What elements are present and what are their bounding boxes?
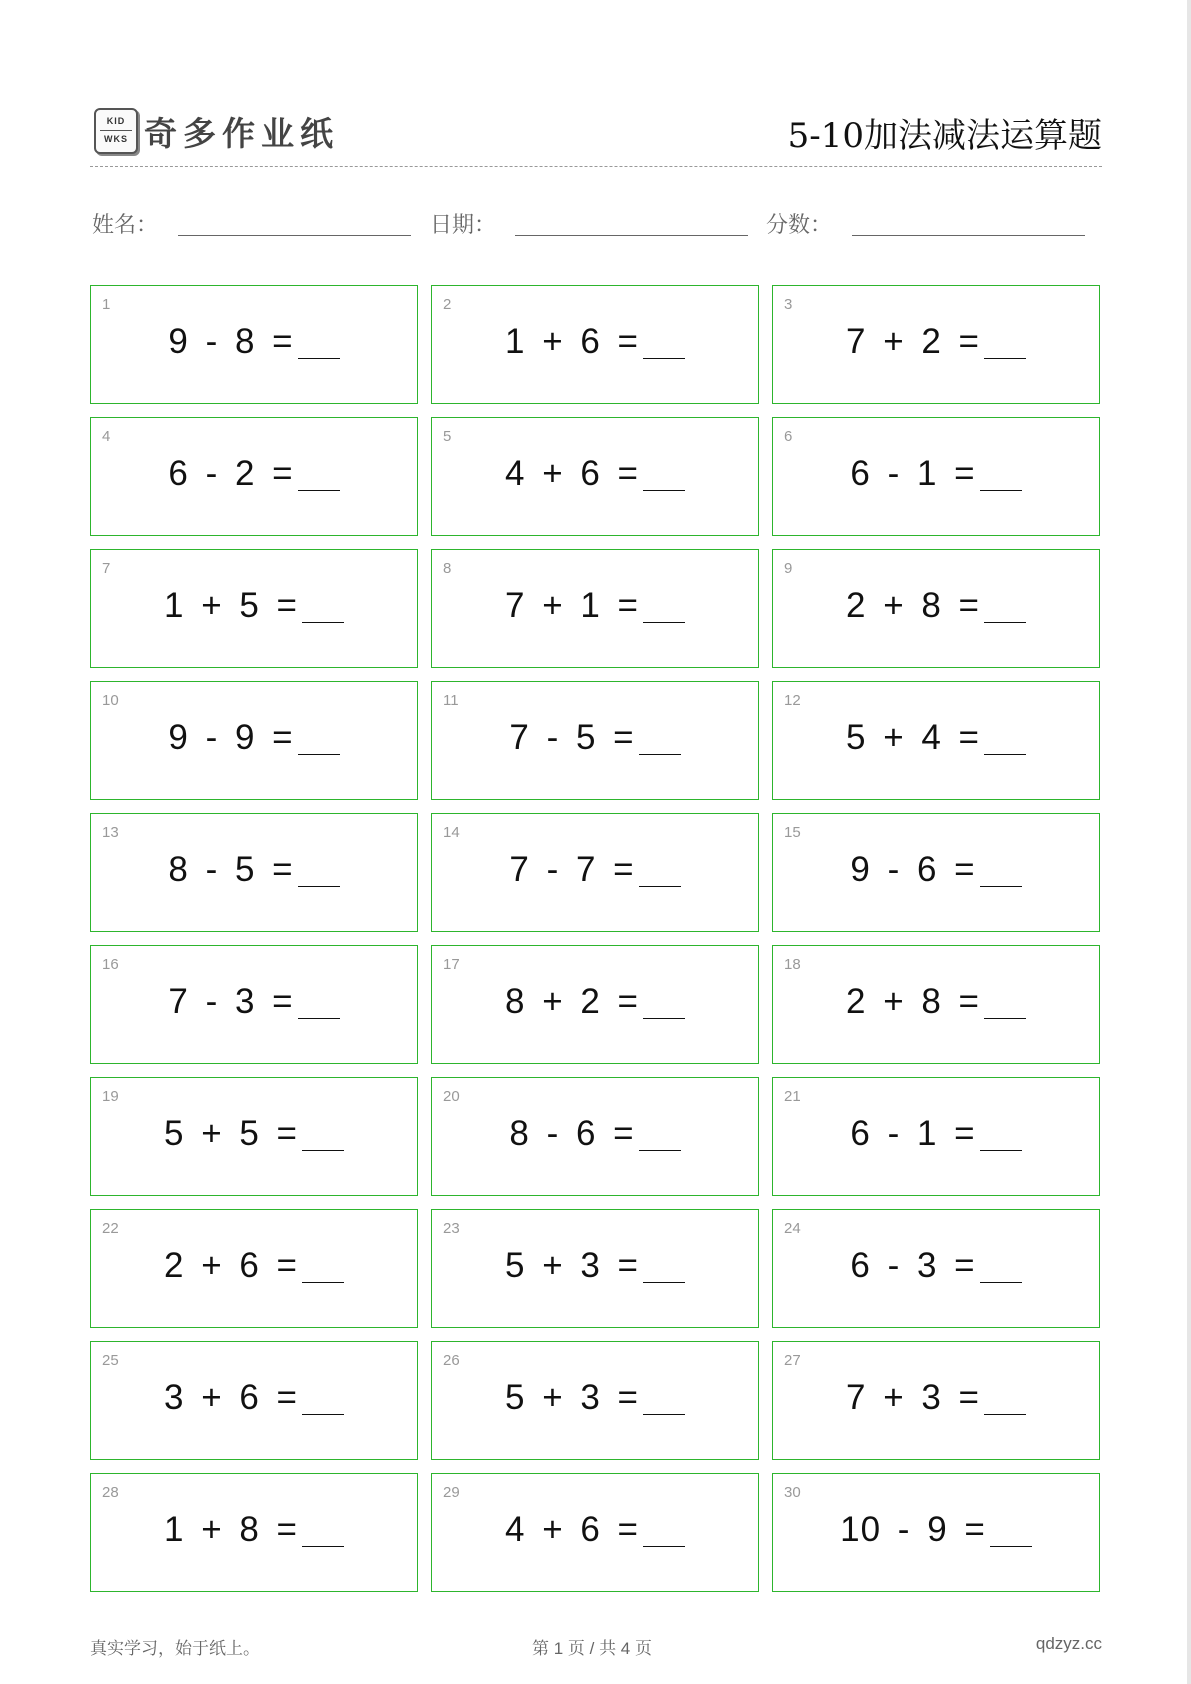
answer-blank[interactable] xyxy=(298,988,340,1019)
equation xyxy=(432,322,758,362)
problem-number: 18 xyxy=(784,956,801,973)
problem-card xyxy=(431,1473,759,1592)
equation-text: 7 + 1 = xyxy=(505,586,639,625)
equation xyxy=(91,1510,417,1550)
equation-text: 6 - 2 = xyxy=(168,454,294,493)
problem-number: 16 xyxy=(102,956,119,973)
problem-number: 15 xyxy=(784,824,801,841)
name-field[interactable] xyxy=(178,235,411,236)
problem-number: 6 xyxy=(784,428,793,445)
equation-text: 4 + 6 = xyxy=(505,1510,639,1549)
problem-number: 9 xyxy=(784,560,793,577)
answer-blank[interactable] xyxy=(302,1252,344,1283)
footer-site: qdzyz.cc xyxy=(1035,1634,1102,1653)
equation-text: 6 - 3 = xyxy=(850,1246,976,1285)
answer-blank[interactable] xyxy=(990,1516,1032,1547)
equation xyxy=(773,1378,1099,1418)
equation-text: 10 - 9 = xyxy=(840,1510,986,1549)
problem-number: 26 xyxy=(443,1352,460,1369)
equation xyxy=(773,718,1099,758)
logo-icon: KID WKS xyxy=(94,108,138,154)
problem-card xyxy=(772,681,1100,800)
problem-card xyxy=(431,945,759,1064)
date-field[interactable] xyxy=(515,235,748,236)
problem-number: 1 xyxy=(102,296,111,313)
problem-number: 4 xyxy=(102,428,111,445)
problem-card xyxy=(90,285,418,404)
equation-text: 9 - 9 = xyxy=(168,718,294,757)
answer-blank[interactable] xyxy=(984,328,1026,359)
problem-number: 29 xyxy=(443,1484,460,1501)
answer-blank[interactable] xyxy=(980,1120,1022,1151)
answer-blank[interactable] xyxy=(639,724,681,755)
problem-number: 20 xyxy=(443,1088,460,1105)
problem-number: 3 xyxy=(784,296,793,313)
equation-text: 7 - 7 = xyxy=(509,850,635,889)
answer-blank[interactable] xyxy=(298,856,340,887)
equation-text: 6 - 1 = xyxy=(850,1114,976,1153)
problem-number: 2 xyxy=(443,296,452,313)
problem-card xyxy=(90,417,418,536)
equation xyxy=(773,1246,1099,1286)
problem-card xyxy=(772,1473,1100,1592)
equation-text: 9 - 6 = xyxy=(850,850,976,889)
problem-number: 22 xyxy=(102,1220,119,1237)
equation-text: 8 - 6 = xyxy=(509,1114,635,1153)
answer-blank[interactable] xyxy=(984,592,1026,623)
equation xyxy=(91,1378,417,1418)
problem-card xyxy=(772,945,1100,1064)
answer-blank[interactable] xyxy=(980,1252,1022,1283)
answer-blank[interactable] xyxy=(639,856,681,887)
answer-blank[interactable] xyxy=(984,1384,1026,1415)
answer-blank[interactable] xyxy=(643,1516,685,1547)
brand-name: 奇多作业纸 xyxy=(144,115,339,152)
problem-number: 13 xyxy=(102,824,119,841)
equation xyxy=(432,1246,758,1286)
equation-text: 1 + 6 = xyxy=(505,322,639,361)
equation xyxy=(432,1510,758,1550)
header xyxy=(90,104,1102,154)
problem-number: 8 xyxy=(443,560,452,577)
answer-blank[interactable] xyxy=(298,724,340,755)
answer-blank[interactable] xyxy=(984,724,1026,755)
score-label: 分数： xyxy=(766,212,833,237)
problem-card xyxy=(90,1209,418,1328)
answer-blank[interactable] xyxy=(643,1384,685,1415)
answer-blank[interactable] xyxy=(980,460,1022,491)
problem-card xyxy=(772,1341,1100,1460)
problem-card xyxy=(772,417,1100,536)
equation-text: 1 + 8 = xyxy=(164,1510,298,1549)
equation xyxy=(91,454,417,494)
equation-text: 4 + 6 = xyxy=(505,454,639,493)
equation-text: 6 - 1 = xyxy=(850,454,976,493)
equation xyxy=(773,586,1099,626)
equation-text: 7 + 2 = xyxy=(846,322,980,361)
problem-number: 14 xyxy=(443,824,460,841)
problem-card xyxy=(90,1473,418,1592)
problem-number: 21 xyxy=(784,1088,801,1105)
equation xyxy=(91,586,417,626)
equation-text: 1 + 5 = xyxy=(164,586,298,625)
footer-slogan: 真实学习，始于纸上。 xyxy=(90,1639,260,1658)
answer-blank[interactable] xyxy=(302,592,344,623)
equation-text: 7 - 5 = xyxy=(509,718,635,757)
page-edge xyxy=(1187,0,1191,1684)
answer-blank[interactable] xyxy=(643,328,685,359)
answer-blank[interactable] xyxy=(302,1384,344,1415)
problem-number: 5 xyxy=(443,428,452,445)
equation-text: 8 + 2 = xyxy=(505,982,639,1021)
equation xyxy=(432,850,758,890)
problem-number: 7 xyxy=(102,560,111,577)
name-label: 姓名： xyxy=(92,212,159,237)
answer-blank[interactable] xyxy=(302,1516,344,1547)
equation xyxy=(432,718,758,758)
equation-text: 8 - 5 = xyxy=(168,850,294,889)
equation-text: 5 + 5 = xyxy=(164,1114,298,1153)
problem-card xyxy=(772,1077,1100,1196)
equation xyxy=(91,982,417,1022)
problem-number: 11 xyxy=(443,692,459,709)
problem-card xyxy=(90,549,418,668)
problem-card xyxy=(431,549,759,668)
problem-card xyxy=(431,1209,759,1328)
problem-number: 25 xyxy=(102,1352,119,1369)
problem-card xyxy=(90,813,418,932)
problem-card xyxy=(772,813,1100,932)
page-indicator: 第 1 页 / 共 4 页 xyxy=(532,1639,652,1658)
problem-card xyxy=(90,1077,418,1196)
problem-card xyxy=(431,417,759,536)
equation xyxy=(91,850,417,890)
equation-text: 7 + 3 = xyxy=(846,1378,980,1417)
equation xyxy=(773,1114,1099,1154)
equation xyxy=(432,586,758,626)
problem-card xyxy=(431,1341,759,1460)
worksheet-title: 5-10加法减法运算题 xyxy=(787,116,1102,156)
equation-text: 5 + 4 = xyxy=(846,718,980,757)
equation-text: 2 + 8 = xyxy=(846,982,980,1021)
header-divider xyxy=(90,166,1102,167)
problem-card xyxy=(772,285,1100,404)
equation-text: 9 - 8 = xyxy=(168,322,294,361)
equation xyxy=(432,454,758,494)
equation-text: 2 + 6 = xyxy=(164,1246,298,1285)
answer-blank[interactable] xyxy=(984,988,1026,1019)
equation xyxy=(432,1114,758,1154)
problem-number: 17 xyxy=(443,956,460,973)
problem-card xyxy=(431,813,759,932)
equation xyxy=(432,1378,758,1418)
answer-blank[interactable] xyxy=(980,856,1022,887)
equation-text: 5 + 3 = xyxy=(505,1378,639,1417)
problem-card xyxy=(90,1341,418,1460)
equation-text: 3 + 6 = xyxy=(164,1378,298,1417)
problem-card xyxy=(90,681,418,800)
info-row xyxy=(90,208,1102,248)
problem-card xyxy=(431,681,759,800)
problem-number: 28 xyxy=(102,1484,119,1501)
answer-blank[interactable] xyxy=(643,592,685,623)
equation xyxy=(773,454,1099,494)
answer-blank[interactable] xyxy=(298,328,340,359)
equation xyxy=(91,322,417,362)
equation xyxy=(91,1114,417,1154)
equation xyxy=(773,850,1099,890)
problem-card xyxy=(90,945,418,1064)
problem-number: 24 xyxy=(784,1220,801,1237)
answer-blank[interactable] xyxy=(643,988,685,1019)
answer-blank[interactable] xyxy=(639,1120,681,1151)
answer-blank[interactable] xyxy=(298,460,340,491)
answer-blank[interactable] xyxy=(302,1120,344,1151)
score-field[interactable] xyxy=(852,235,1085,236)
equation xyxy=(773,322,1099,362)
equation xyxy=(432,982,758,1022)
answer-blank[interactable] xyxy=(643,1252,685,1283)
problem-number: 30 xyxy=(784,1484,801,1501)
problem-card xyxy=(772,1209,1100,1328)
equation xyxy=(773,982,1099,1022)
problem-number: 19 xyxy=(102,1088,119,1105)
problem-number: 12 xyxy=(784,692,801,709)
equation-text: 7 - 3 = xyxy=(168,982,294,1021)
equation-text: 2 + 8 = xyxy=(846,586,980,625)
problem-number: 10 xyxy=(102,692,119,709)
problem-card xyxy=(431,285,759,404)
problem-card xyxy=(431,1077,759,1196)
answer-blank[interactable] xyxy=(643,460,685,491)
problem-card xyxy=(772,549,1100,668)
equation xyxy=(91,1246,417,1286)
problem-number: 27 xyxy=(784,1352,801,1369)
equation xyxy=(91,718,417,758)
date-label: 日期： xyxy=(430,212,497,237)
equation-text: 5 + 3 = xyxy=(505,1246,639,1285)
problem-number: 23 xyxy=(443,1220,460,1237)
equation xyxy=(773,1510,1099,1550)
